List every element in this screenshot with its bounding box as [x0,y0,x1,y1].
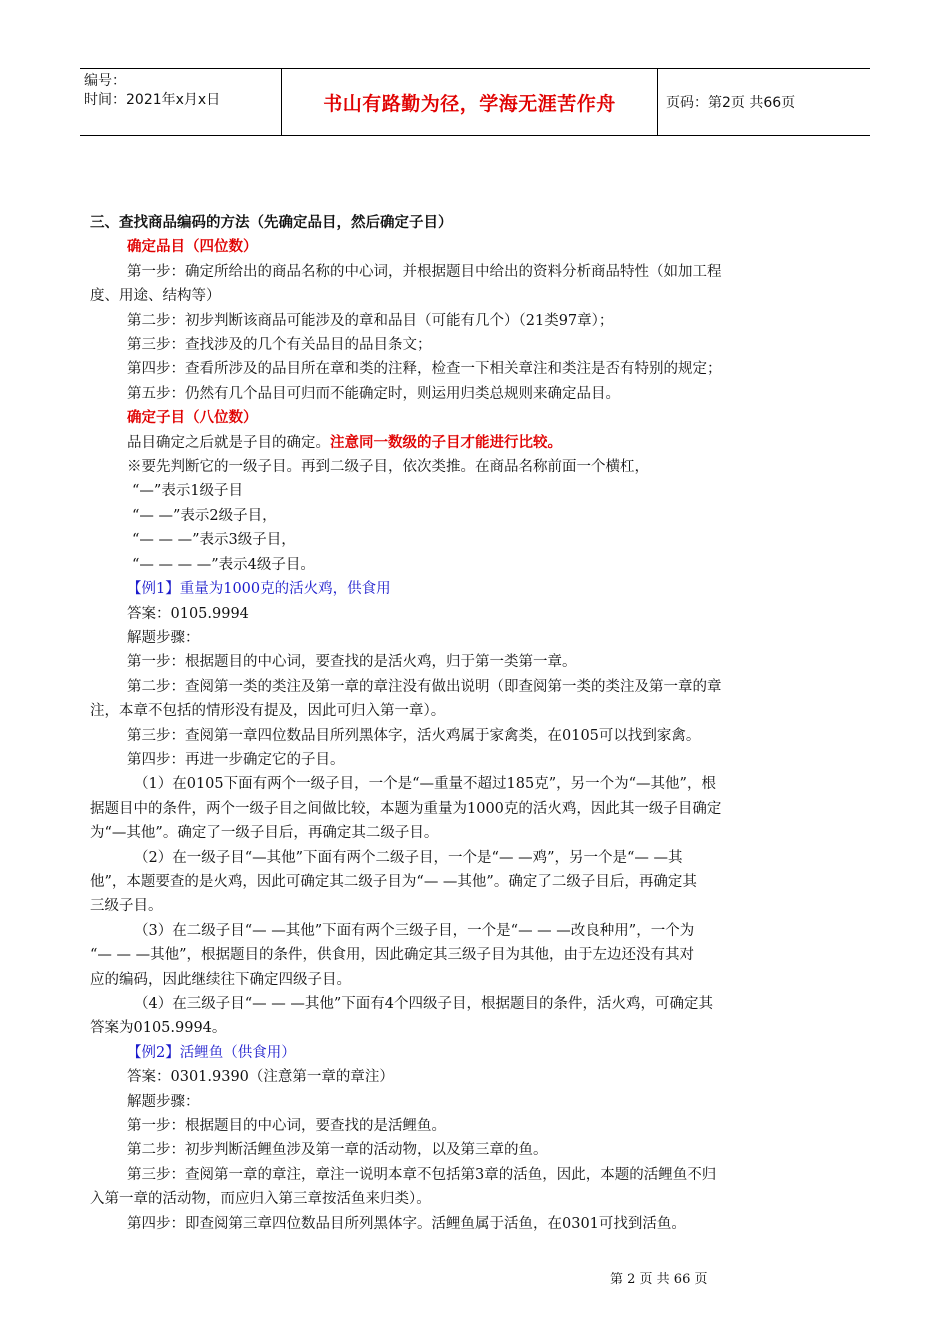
example2-step1: 第一步：根据题目的中心词，要查找的是活鲤鱼。 [127,1118,446,1135]
page-footer: 第 2 页 共 66 页 [610,1272,708,1287]
document-body [90,211,860,1236]
example2-title: 【例2】活鲤鱼（供食用） [127,1044,296,1061]
zimu-note: 注意同一数级的子目才能进行比较。 [330,434,562,451]
example1-p3-line1: （3）在二级子目“— —其他”下面有两个三级子目，一个是“— — —改良种用”，一个为 [134,922,695,939]
example1-step3: 第三步：查阅第一章四位数品目所列黑体字，活火鸡属于家禽类，在0105可以找到家禽。 [127,727,701,744]
step1-line2: 度、用途、结构等） [90,288,221,305]
section-title: 三、查找商品编码的方法（先确定品目，然后确定子目） [90,215,453,231]
step3: 第三步：查找涉及的几个有关品目的品目条文； [127,337,432,354]
example1-p1-line1: （1）在0105下面有两个一级子目，一个是“—重量不超过185克”，另一个为“—其他”，根 [134,776,716,793]
zimu-intro-line [90,431,860,455]
example1-step4: 第四步：再进一步确定它的子目。 [127,751,345,768]
example2-steps-label: 解题步骤： [127,1093,200,1110]
time-label: 时间：2021年x月x日 [84,92,221,108]
example1-p2-line2: 他”，本题要查的是火鸡，因此可确定其二级子目为“— —其他”。确定了二级子目后，再确定其 [90,873,697,890]
example1-title: 【例1】重量为1000克的活火鸡，供食用 [127,581,391,598]
step4: 第四步：查看所涉及的品目所在章和类的注释，检查一下相关章注和类注是否有特别的规定； [127,361,722,378]
level3-desc: “— — —”表示3级子目， [132,532,296,549]
level1-desc: “—”表示1级子目 [132,483,244,500]
example1-p2-line1: （2）在一级子目“—其他”下面有两个二级子目，一个是“— —鸡”，另一个是“— —其 [134,849,683,866]
step5: 第五步：仍然有几个品目可归而不能确定时，则运用归类总规则来确定品目。 [127,385,620,402]
example1-p1-line2: 据题目中的条件，两个一级子目之间做比较，本题为重量为1000克的活火鸡，因此其一级子目确定 [90,800,722,817]
example1-step1: 第一步：根据题目的中心词，要查找的是活火鸡，归于第一类第一章。 [127,654,577,671]
zimu-intro: 品目确定之后就是子目的确定。 [127,434,330,451]
example1-p3-line3: 应的编码，因此继续往下确定四级子目。 [90,971,351,988]
example1-answer: 答案：0105.9994 [127,605,249,622]
example2-step4: 第四步：即查阅第三章四位数品目所列黑体字。活鲤鱼属于活鱼，在0301可找到活鱼。 [127,1215,686,1232]
header-motto: 书山有路勤为径，学海无涯苦作舟 [282,69,658,135]
example1-step2-line1: 第二步：查阅第一类的类注及第一章的章注没有做出说明（即查阅第一类的类注及第一章的章 [127,678,722,695]
example1-p4-line2: 答案为0105.9994。 [90,1020,227,1037]
header-page-info: 页码：第2页 共66页 [666,95,796,111]
example1-p1-line3: 为“—其他”。确定了一级子目后，再确定其二级子目。 [90,825,439,842]
example1-p2-line3: 三级子目。 [90,898,163,915]
heading-pinmu: 确定品目（四位数） [127,239,258,256]
example1-step2-line2: 注，本章不包括的情形没有提及，因此可归入第一章）。 [90,703,446,720]
example1-steps-label: 解题步骤： [127,629,200,646]
number-label: 编号： [84,73,126,89]
example2-step3-line2: 入第一章的活动物，而应归入第三章按活鱼来归类）。 [90,1191,431,1208]
example2-answer: 答案：0301.9390（注意第一章的章注） [127,1069,394,1086]
zimu-rule: ※要先判断它的一级子目。再到二级子目，依次类推。在商品名称前面一个横杠， [127,459,649,476]
step2: 第二步：初步判断该商品可能涉及的章和品目（可能有几个）（21类97章）； [127,312,614,329]
level2-desc: “— —”表示2级子目， [132,507,277,524]
page-header [80,68,870,136]
example2-step2: 第二步：初步判断活鲤鱼涉及第一章的活动物，以及第三章的鱼。 [127,1142,548,1159]
step1-line1: 第一步：确定所给出的商品名称的中心词，并根据题目中给出的资料分析商品特性（如加工程 [127,263,722,280]
example1-p3-line2: “— — —其他”，根据题目的条件，供食用，因此确定其三级子目为其他，由于左边还没有其对 [90,947,695,964]
level4-desc: “— — — —”表示4级子目。 [132,556,315,573]
heading-zimu: 确定子目（八位数） [127,410,258,427]
example1-p4-line1: （4）在三级子目“— — —其他”下面有4个四级子目，根据题目的条件，活火鸡，可确定其 [134,996,713,1012]
example2-step3-line1: 第三步：查阅第一章的章注，章注一说明本章不包括第3章的活鱼，因此，本题的活鲤鱼不归 [127,1166,717,1183]
header-meta [80,69,282,135]
